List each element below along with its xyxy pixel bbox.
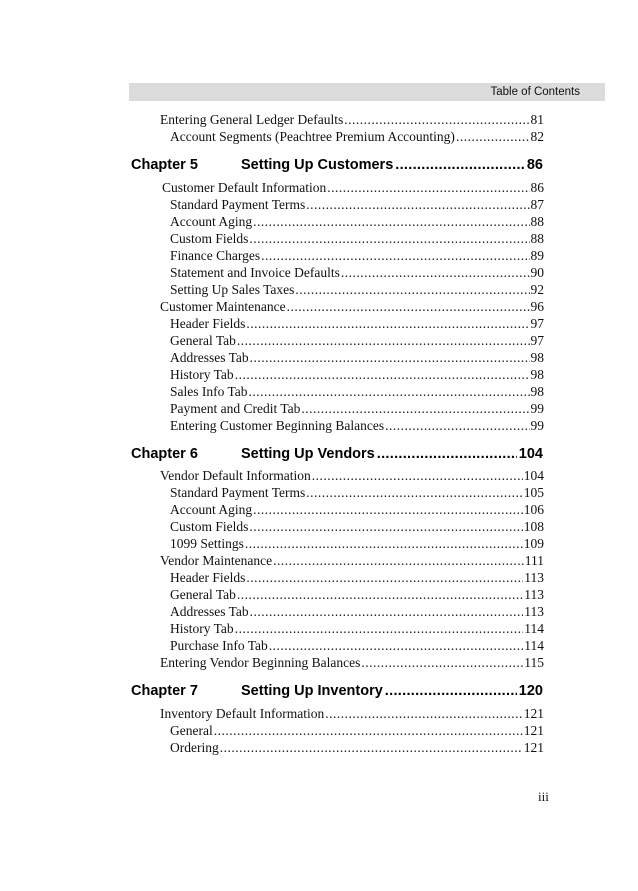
toc-entry[interactable] [170,196,544,213]
toc-entry-page: 108 [523,519,544,534]
leader-dots [235,366,530,383]
toc-entry[interactable] [160,467,544,484]
toc-entry[interactable] [170,332,544,349]
leader-dots [306,484,522,501]
chapter-number: Chapter 7 [131,683,198,699]
leader-dots [246,569,523,586]
toc-entry[interactable] [170,586,544,603]
leader-dots [301,400,529,417]
toc-entry-page: 105 [523,485,544,500]
toc-entry-page: 104 [523,468,544,483]
toc-entry-page: 114 [524,638,544,653]
chapter-page: 104 [518,446,543,462]
toc-entry-text: General Tab [170,333,236,348]
leader-dots [385,417,529,434]
leader-dots [385,681,517,701]
toc-entry-page: 114 [524,621,544,636]
toc-entry-text: Account Aging [170,502,253,517]
leader-dots [456,128,530,145]
toc-entry-text: History Tab [170,367,234,382]
chapter-heading[interactable] [131,155,543,175]
toc-entry-page: 86 [530,180,544,195]
toc-entry-text: Custom Fields [170,231,249,246]
toc-entry[interactable] [170,264,544,281]
leader-dots [341,264,530,281]
toc-entry-page: 88 [530,231,544,246]
toc-entry[interactable] [170,230,544,247]
toc-entry-text: Account Segments (Peachtree Premium Accounting) [170,129,455,144]
leader-dots [249,518,522,535]
toc-entry-page: 115 [524,655,544,670]
leader-dots [250,349,530,366]
toc-entry-page: 113 [524,604,544,619]
leader-dots [295,281,529,298]
toc-entry[interactable] [170,569,544,586]
toc-entry-page: 96 [530,299,544,314]
chapter-number: Chapter 6 [131,446,198,462]
toc-entry-page: 89 [530,248,544,263]
toc-entry[interactable] [170,637,544,654]
toc-entry-text: Statement and Invoice Defaults [170,265,340,280]
leader-dots [253,501,523,518]
toc-entry-text: Entering General Ledger Defaults [160,112,344,127]
leader-dots [245,535,523,552]
leader-dots [261,247,529,264]
running-header-title: Table of Contents [490,86,580,98]
toc-entry-text: Purchase Info Tab [170,638,268,653]
toc-entry[interactable] [162,179,544,196]
toc-entry-page: 81 [530,112,544,127]
chapter-heading[interactable] [131,681,543,701]
leader-dots [249,383,530,400]
leader-dots [235,620,524,637]
toc-entry-text: Payment and Credit Tab [170,401,301,416]
toc-entry-text: Setting Up Sales Taxes [170,282,295,297]
leader-dots [325,705,523,722]
toc-entry[interactable] [170,501,544,518]
toc-entry-page: 121 [523,706,544,721]
toc-entry-text: Vendor Default Information [160,468,311,483]
toc-entry-page: 98 [530,367,544,382]
chapter-page: 86 [526,157,543,173]
toc-entry-text: 1099 Settings [170,536,244,551]
leader-dots [250,603,524,620]
toc-entry[interactable] [170,722,544,739]
leader-dots [249,230,529,247]
toc-entry-page: 99 [530,418,544,433]
leader-dots [273,552,524,569]
toc-entry[interactable] [170,518,544,535]
leader-dots [344,111,529,128]
leader-dots [214,722,523,739]
chapter-title: Setting Up Vendors [241,446,375,462]
toc-entry-page: 113 [524,587,544,602]
leader-dots [253,213,529,230]
toc-entry-text: Addresses Tab [170,604,249,619]
toc-entry[interactable] [170,247,544,264]
toc-entry-text: Addresses Tab [170,350,249,365]
toc-entry-text: General [170,723,213,738]
toc-entry-text: Account Aging [170,214,253,229]
leader-dots [269,637,523,654]
chapter-title: Setting Up Inventory [241,683,383,699]
leader-dots [237,586,523,603]
toc-entry[interactable] [160,654,544,671]
toc-entry[interactable] [170,417,544,434]
toc-entry[interactable] [160,552,544,569]
toc-entry-text: Standard Payment Terms [170,485,306,500]
leader-dots [312,467,523,484]
toc-entry-text: Customer Maintenance [160,299,286,314]
toc-entry-page: 92 [530,282,544,297]
toc-entry-page: 98 [530,350,544,365]
chapter-heading[interactable] [131,444,543,464]
toc-entry[interactable] [170,213,544,230]
toc-entry-page: 88 [530,214,544,229]
toc-entry[interactable] [160,705,544,722]
toc-entry-page: 97 [530,316,544,331]
toc-entry[interactable] [170,535,544,552]
leader-dots [377,444,517,464]
leader-dots [306,196,529,213]
toc-entry-text: Entering Customer Beginning Balances [170,418,385,433]
toc-entry-page: 97 [530,333,544,348]
toc-entry[interactable] [170,281,544,298]
toc-entry[interactable] [170,603,544,620]
toc-entry-text: Vendor Maintenance [160,553,273,568]
chapter-title: Setting Up Customers [241,157,394,173]
toc-entry-page: 121 [523,723,544,738]
leader-dots [220,739,523,756]
toc-entry-text: Entering Vendor Beginning Balances [160,655,361,670]
toc-entry[interactable] [170,400,544,417]
toc-entry-page: 98 [530,384,544,399]
toc-entry-text: Header Fields [170,570,246,585]
leader-dots [395,155,525,175]
toc-entry[interactable] [170,484,544,501]
toc-entry-text: Inventory Default Information [160,706,325,721]
toc-entry-text: Sales Info Tab [170,384,248,399]
page-folio: iii [538,789,549,804]
toc-entry[interactable] [170,620,544,637]
toc-entry-text: History Tab [170,621,234,636]
toc-entry[interactable] [170,739,544,756]
toc-entry-text: Header Fields [170,316,246,331]
toc-entry-page: 113 [524,570,544,585]
toc-entry[interactable] [160,298,544,315]
toc-entry[interactable] [170,349,544,366]
toc-entry-text: Customer Default Information [162,180,327,195]
toc-entry[interactable] [170,366,544,383]
toc-entry[interactable] [170,128,544,145]
toc-entry-page: 90 [530,265,544,280]
toc-entry-text: General Tab [170,587,236,602]
toc-entry-text: Custom Fields [170,519,249,534]
toc-entry-page: 111 [524,553,544,568]
toc-entry-text: Ordering [170,740,219,755]
leader-dots [246,315,529,332]
toc-entry-page: 109 [523,536,544,551]
chapter-number: Chapter 5 [131,157,198,173]
toc-entry-text: Standard Payment Terms [170,197,306,212]
toc-entry[interactable] [160,111,544,128]
leader-dots [237,332,530,349]
leader-dots [287,298,530,315]
toc-entry-page: 106 [523,502,544,517]
toc-entry-page: 121 [523,740,544,755]
toc-entry-page: 99 [530,401,544,416]
leader-dots [327,179,529,196]
toc-entry-page: 82 [530,129,544,144]
chapter-page: 120 [518,683,543,699]
toc-entry[interactable] [170,383,544,400]
toc-entry-page: 87 [530,197,544,212]
leader-dots [361,654,523,671]
toc-entry-text: Finance Charges [170,248,261,263]
toc-entry[interactable] [170,315,544,332]
